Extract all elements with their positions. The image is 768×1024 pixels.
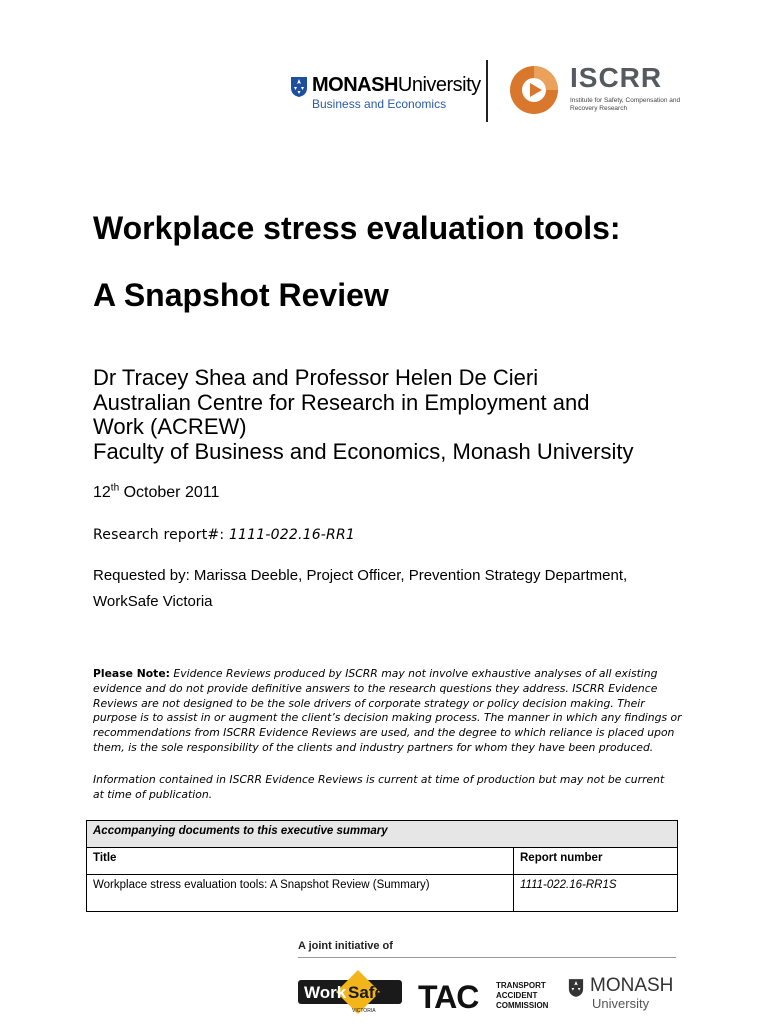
authors-faculty: Faculty of Business and Economics, Monash University — [93, 439, 634, 464]
authors-centre-cont: Work (ACREW) — [93, 414, 247, 439]
monash-wordmark: MONASHUniversity — [312, 74, 481, 96]
authors-centre: Australian Centre for Research in Employment and — [93, 390, 590, 415]
requested-by: Requested by: Marissa Deeble, Project Officer, Prevention Strategy Department, — [93, 567, 628, 584]
information-note: Information contained in ISCRR Evidence Reviews is current at time of production but may not be current at time of publication. — [93, 773, 665, 801]
iscrr-wordmark: ISCRR — [570, 62, 663, 93]
iscrr-tagline: Institute for Safety, Compensation and Recovery Research — [570, 97, 681, 112]
document-title: Workplace stress evaluation tools: — [93, 210, 621, 246]
worksafe-logo — [298, 968, 402, 1014]
authors-names: Dr Tracey Shea and Professor Helen De Cieri — [93, 365, 539, 390]
monash-crest-icon — [568, 978, 584, 998]
table-cell-title: Workplace stress evaluation tools: A Snapshot Review (Summary) — [87, 875, 514, 912]
monash-faculty-label: Business and Economics — [312, 97, 447, 111]
footer-monash-sub: University — [592, 996, 650, 1011]
svg-text:COMMISSION: COMMISSION — [496, 1001, 549, 1010]
svg-text:TAC: TAC — [418, 979, 479, 1014]
table-caption: Accompanying documents to this executive summary — [87, 821, 678, 848]
iscrr-mark-icon — [508, 64, 560, 116]
svg-text:TRANSPORT: TRANSPORT — [496, 981, 546, 990]
footer-monash-name: MONASH — [590, 975, 674, 996]
please-note: Please Note: Evidence Reviews produced by ISCRR may not involve exhaustive analyses of all existing evidence and do not provide definitive answers to the research questions they address. ISCRR Evidence Reviews are not designed to be the sole drivers of corporate strategy or policy decision making. Their purpose is to assist in or augment the client’s decision making process. The manner in which any findings or recommendations from ISCRR Evidence Reviews are used, and the degree to which reliance is placed upon them, is the sole responsibility of the clients and industry partners for whom they have been produced. — [93, 667, 682, 754]
tac-logo — [418, 978, 558, 1014]
report-date: 12th October 2011 — [93, 482, 220, 501]
svg-text:VICTORIA: VICTORIA — [352, 1008, 376, 1014]
header-divider — [486, 60, 488, 122]
svg-text:ACCIDENT: ACCIDENT — [496, 991, 538, 1000]
table-cell-report-number: 1111-022.16-RR1S — [514, 875, 678, 912]
footer-monash-logo — [568, 975, 678, 1015]
svg-text:Work: Work — [304, 983, 347, 1002]
monash-business-logo — [288, 68, 481, 120]
accompanying-documents-table — [86, 820, 678, 912]
svg-text:Safe: Safe — [348, 983, 384, 1002]
monash-crest-icon — [290, 76, 308, 98]
research-report-number: Research report#: 1111-022.16-RR1 — [93, 527, 356, 543]
table-row — [87, 875, 678, 912]
table-header-report-number: Report number — [514, 848, 678, 875]
requested-by-org: WorkSafe Victoria — [93, 593, 213, 610]
document-subtitle: A Snapshot Review — [93, 277, 389, 313]
footer-divider — [298, 957, 676, 958]
joint-initiative-label: A joint initiative of — [298, 940, 393, 952]
table-header-title: Title — [87, 848, 514, 875]
iscrr-logo — [508, 62, 688, 118]
